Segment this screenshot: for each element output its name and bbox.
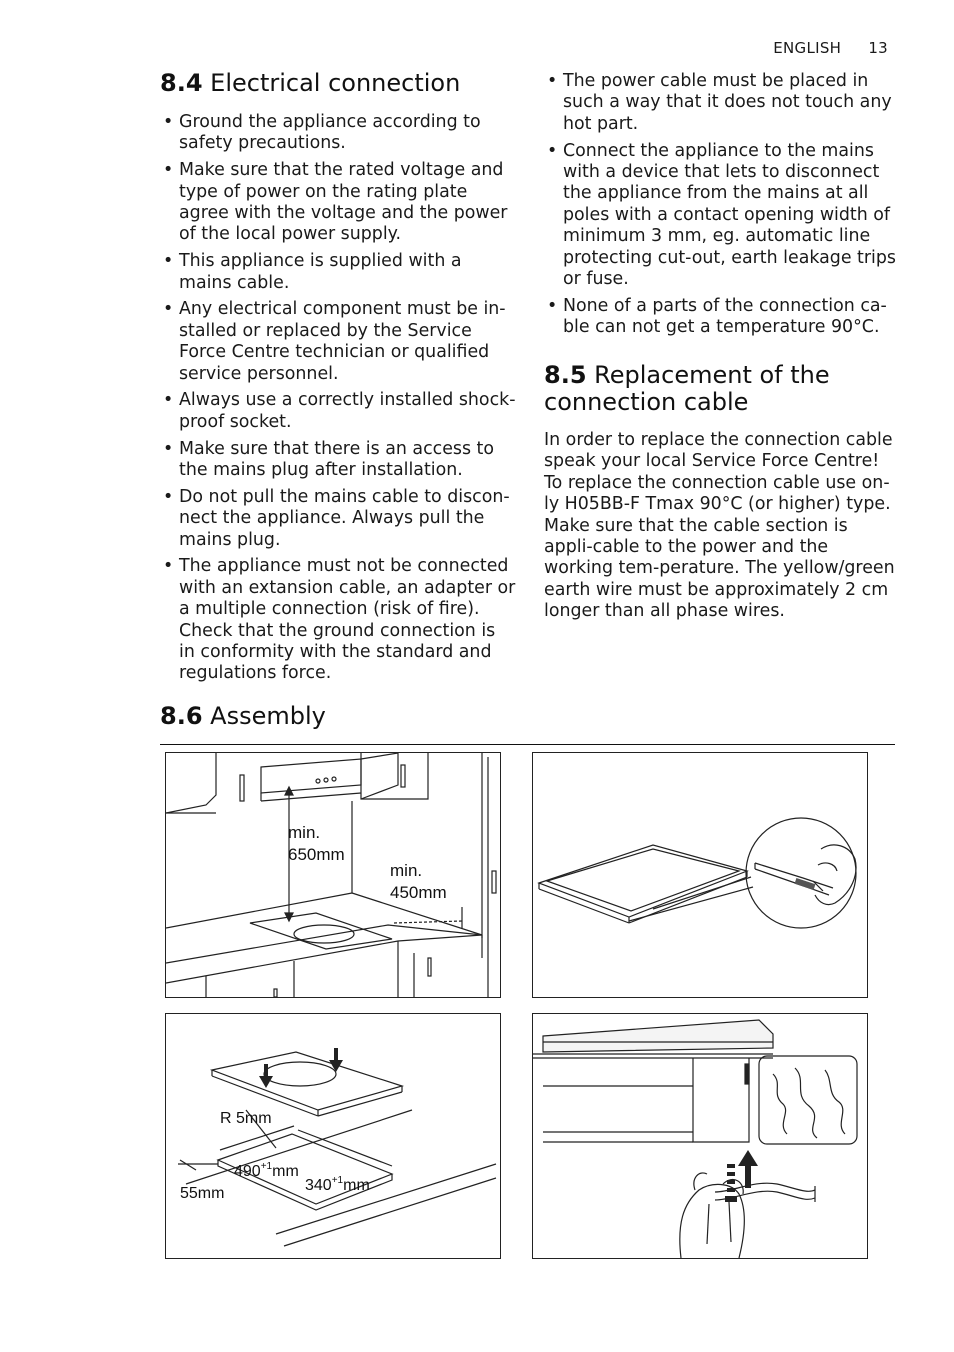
- figure-bracket-fixing: [532, 1013, 868, 1259]
- list-item: • Make sure that there is an access to the mains plug after installation.: [160, 439, 516, 482]
- label-radius: R 5mm: [220, 1110, 272, 1127]
- electrical-connection-list-continued: [544, 71, 896, 344]
- label-width-unit: mm: [343, 1177, 370, 1194]
- section-number: 8.6: [160, 702, 203, 730]
- list-item: • The appliance must not be connected with an extansion cable, an adapter or a multiple connection (risk of fire). Check that the ground connection is in conformity with the standard and regulations force.: [160, 556, 516, 684]
- label-width-tolerance: +1: [331, 1175, 344, 1186]
- page-number: 13: [868, 39, 888, 57]
- label-55mm: 55mm: [180, 1185, 225, 1202]
- section-title: Assembly: [210, 702, 326, 730]
- section-title: Replacement of the connection cable: [544, 361, 830, 416]
- label-min-b: min.: [390, 861, 423, 880]
- section-title: Electrical connection: [210, 69, 461, 97]
- section-8-6-heading: [160, 703, 326, 730]
- list-item: • Do not pull the mains cable to discon-nect the appliance. Always pull the mains plug.: [160, 487, 516, 551]
- list-item: • This appliance is supplied with a mains cable.: [160, 251, 516, 294]
- label-length-tolerance: +1: [260, 1161, 273, 1172]
- label-cutout-length: [234, 1161, 299, 1180]
- list-item: • The power cable must be placed in such a way that it does not touch any hot part.: [544, 71, 896, 135]
- bracket-fixing-illustration: [533, 1014, 867, 1258]
- section-number: 8.5: [544, 361, 587, 389]
- sealing-strip-illustration: [533, 753, 867, 997]
- list-item: • Any electrical component must be in-stalled or replaced by the Service Force Centre technician or qualified service personnel.: [160, 299, 516, 385]
- label-450mm: 450mm: [390, 883, 447, 902]
- label-length-unit: mm: [272, 1163, 299, 1180]
- label-min-a: min.: [288, 823, 321, 842]
- label-width-base: 340: [305, 1177, 332, 1194]
- language-label: ENGLISH: [773, 39, 842, 57]
- section-number: 8.4: [160, 69, 203, 97]
- clearance-illustration: [166, 753, 500, 997]
- figure-cutout-dimensions: [165, 1013, 501, 1259]
- figure-clearance-diagram: [165, 752, 501, 998]
- list-item: • Ground the appliance according to safety precautions.: [160, 112, 516, 155]
- list-item: • None of a parts of the connection ca-ble can not get a temperature 90°C.: [544, 296, 896, 339]
- list-item: • Always use a correctly installed shock-proof socket.: [160, 390, 516, 433]
- label-650mm: 650mm: [288, 845, 345, 864]
- section-divider: [160, 744, 895, 745]
- label-length-base: 490: [234, 1163, 261, 1180]
- electrical-connection-list: [160, 112, 516, 690]
- replacement-body-text: In order to replace the connection cable speak your local Service Force Centre! To replace the connection cable use on-ly H05BB-F Tmax 90°C (or higher) type. Make sure that the cable section is appli-cable to the power and the working tem-perature. The yellow/green earth wire must be approximately 2 cm longer than all phase wires.: [544, 430, 895, 622]
- label-cutout-width: [305, 1175, 370, 1194]
- list-item: • Make sure that the rated voltage and type of power on the rating plate agree with the voltage and the power of the local power supply.: [160, 160, 516, 246]
- list-item: • Connect the appliance to the mains with a device that lets to disconnect the appliance from the mains at all poles with a contact opening width of minimum 3 mm, eg. automatic line protecting cut-out, earth leakage trips or fuse.: [544, 141, 896, 291]
- section-8-5-heading: [544, 362, 884, 416]
- figure-sealing-strip: [532, 752, 868, 998]
- page-header: [773, 39, 888, 57]
- section-8-4-heading: [160, 70, 520, 97]
- cutout-illustration: [166, 1014, 500, 1258]
